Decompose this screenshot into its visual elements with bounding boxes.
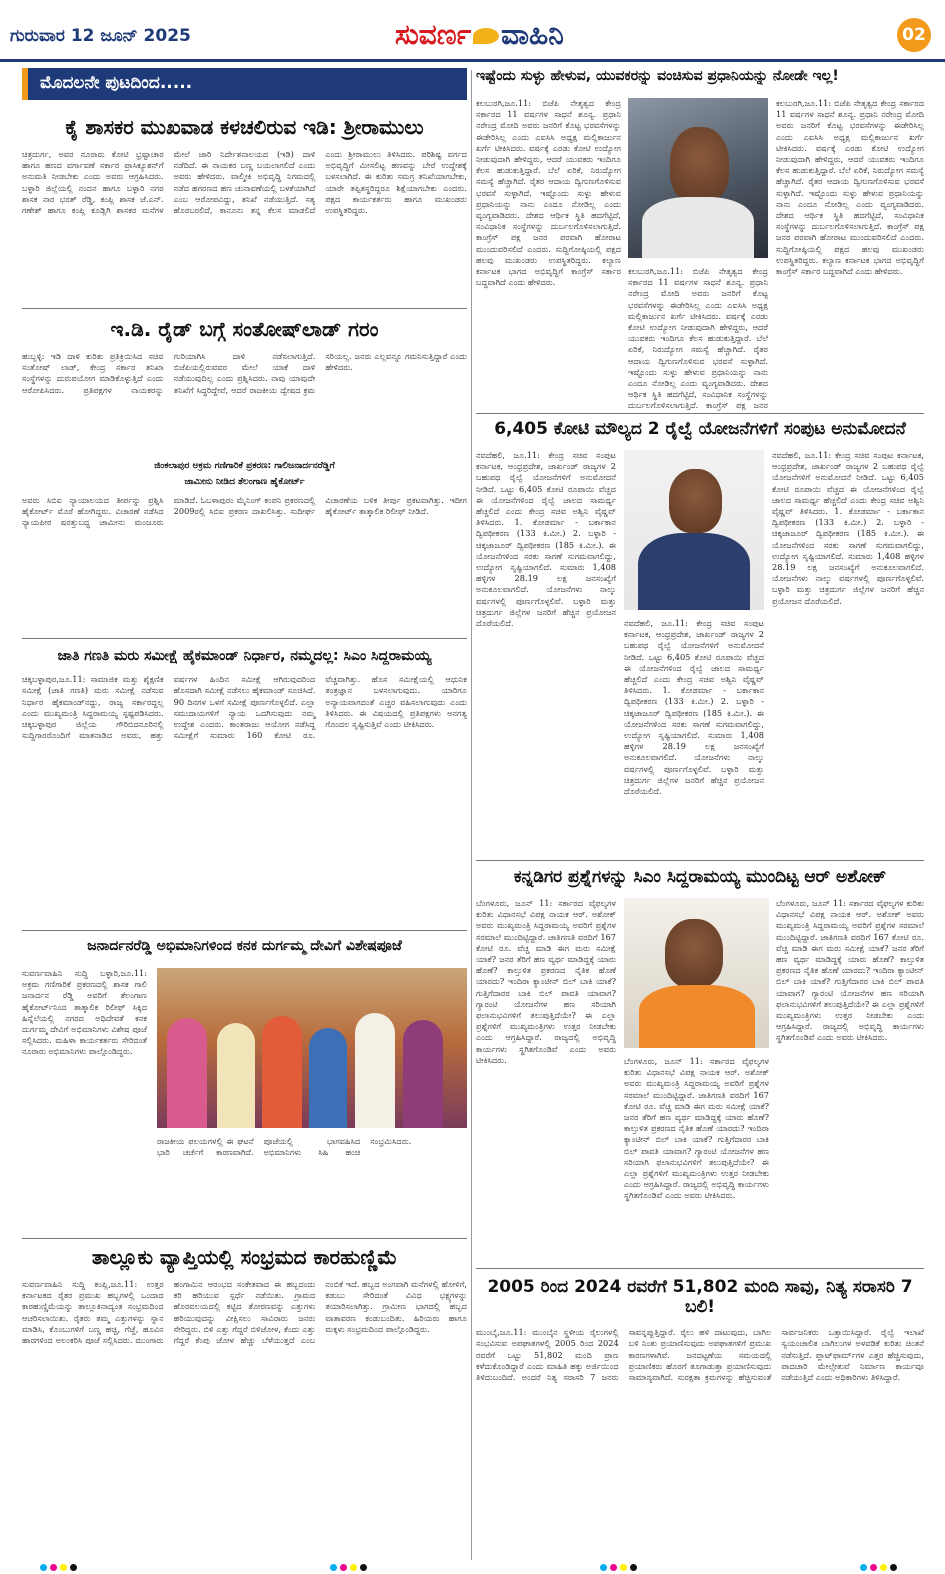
page-number-badge: 02: [897, 18, 931, 52]
logo-wing-icon: [473, 28, 499, 44]
subheadline: ಜಿಂಕಲಾಪುರ ಅಕ್ರಮ ಗಣಿಗಾರಿಕೆ ಪ್ರಕರಣ: ಗಾಲಿಜನಾರ್ದನರೆಡ್ಡಿಗೆ: [154, 461, 335, 471]
yellow-dot: [60, 1564, 67, 1571]
rule: [476, 413, 924, 414]
logo-part-2: ವಾಹಿನಿ: [501, 18, 564, 51]
kharge-photo: [628, 98, 768, 258]
portrait-scarf: [639, 985, 755, 1048]
article-body: ಚಿತ್ರದುರ್ಗ, ಅವರ ನೂರಾರು ಕೋಟಿ ಭ್ರಷ್ಟಾಚಾರ ಹಾಗೂ ಹಣದ ವರ್ಗಾವಣೆ ಸರ್ಕಾರ ಪ್ರಾಸಿಕ್ಯೂಶನ್‌ಗೆ ಅನುಮತಿ ನೀಡಬೇಕು ಎಂದು ಅವರು ಆಗ್ರಹಿಸಿದರು. ಬಳ್ಳಾರಿ ಜಿಲ್ಲೆಯಲ್ಲಿ ನಂದನ ಹಾಗೂ ಬಳ್ಳಾರಿ ನಗರ ಶಾಸಕ ನಾರ ಭರತ್ ರೆಡ್ಡಿ, ಕಂಪ್ಲಿ ಶಾಸಕ ಜೆ.ಎನ್. ಗಣೇಶ್ ಹಾಗೂ ಕಂಪ್ಲಿ ಕೂಡ್ಲಿಗಿ ಶಾಸಕರ ಮನೆಗಳ ಮೇಲೆ ಜಾರಿ ನಿರ್ದೇಶನಾಲಯದ (ಇಡಿ) ದಾಳಿ ನಡೆದಿದೆ. ಈ ನಾಯಕರ ಬಣ್ಣ ಬಯಲಾಗಲಿದೆ ಎಂದು ಅವರು ಹೇಳಿದರು. ವಾಲ್ಮೀಕಿ ಅಭಿವೃದ್ಧಿ ನಿಗಮದಲ್ಲಿ ನಡೆದ ಹಗರಣದ ಹಣ ಚುನಾವಣೆಯಲ್ಲಿ ಬಳಕೆಯಾಗಿದೆ ಎಂಬ ಆರೋಪವಿದ್ದು, ತನಿಖೆ ನಡೆಯುತ್ತಿದೆ. ಸತ್ಯ ಹೊರಬರಲಿದೆ, ಕಾನೂನು ತನ್ನ ಕೆಲಸ ಮಾಡಲಿದೆ ಎಂದು ಶ್ರೀರಾಮುಲು ತಿಳಿಸಿದರು. ಪರಿಶಿಷ್ಟ ವರ್ಗದ ಅಭಿವೃದ್ಧಿಗೆ ಮೀಸಲಿಟ್ಟ ಹಣವನ್ನು ಬೇರೆ ಉದ್ದೇಶಕ್ಕೆ ಬಳಸಲಾಗಿದೆ. ಈ ಕುರಿತು ಸಮಗ್ರ ತನಿಖೆಯಾಗಬೇಕು, ಯಾರೇ ತಪ್ಪಿತಸ್ಥರಿದ್ದರೂ ಶಿಕ್ಷೆಯಾಗಬೇಕು ಎಂದರು. ಪಕ್ಷದ ಕಾರ್ಯಕರ್ತರು ಹಾಗೂ ಮುಖಂಡರು ಉಪಸ್ಥಿತರಿದ್ದರು.: [22, 149, 467, 216]
column-divider: [471, 70, 472, 1560]
story-mumbai-rail-deaths: [476, 1278, 924, 1558]
yellow-dot: [620, 1564, 627, 1571]
article-body-left: ಕಲಬುರಗಿ,ಜೂ.11: ಬಿಜೆಪಿ ನೇತೃತ್ವದ ಕೇಂದ್ರ ಸರ್ಕಾರದ 11 ವರ್ಷಗಳ ಸಾಧನೆ ಶೂನ್ಯ. ಪ್ರಧಾನಿ ನರೇಂದ್ರ ಮೋದಿ ಅವರು ಜನರಿಗೆ ಕೊಟ್ಟ ಭರವಸೆಗಳನ್ನು ಈಡೇರಿಸಿಲ್ಲ ಎಂದು ಎಐಸಿಸಿ ಅಧ್ಯಕ್ಷ ಮಲ್ಲಿಕಾರ್ಜುನ ಖರ್ಗೆ ಟೀಕಿಸಿದರು. ವರ್ಷಕ್ಕೆ ಎರಡು ಕೋಟಿ ಉದ್ಯೋಗ ನೀಡುವುದಾಗಿ ಹೇಳಿದ್ದರು, ಆದರೆ ಯುವಕರು ಇಂದಿಗೂ ಕೆಲಸ ಹುಡುಕುತ್ತಿದ್ದಾರೆ. ಬೆಲೆ ಏರಿಕೆ, ನಿರುದ್ಯೋಗ ಸಮಸ್ಯೆ ಹೆಚ್ಚಾಗಿದೆ. ರೈತರ ಆದಾಯ ದ್ವಿಗುಣಗೊಳಿಸುವ ಭರವಸೆ ಸುಳ್ಳಾಗಿದೆ. ಇಷ್ಟೊಂದು ಸುಳ್ಳು ಹೇಳುವ ಪ್ರಧಾನಿಯನ್ನು ನಾನು ಎಂದೂ ನೋಡಿಲ್ಲ ಎಂದು ವ್ಯಂಗ್ಯವಾಡಿದರು. ದೇಶದ ಆರ್ಥಿಕ ಸ್ಥಿತಿ ಹದಗೆಟ್ಟಿದೆ, ಸಂವಿಧಾನಿಕ ಸಂಸ್ಥೆಗಳನ್ನು ದುರ್ಬಲಗೊಳಿಸಲಾಗುತ್ತಿದೆ. ಕಾಂಗ್ರೆಸ್ ಪಕ್ಷ ಜನರ ಪರವಾಗಿ ಹೋರಾಟ ಮುಂದುವರಿಸಲಿದೆ ಎಂದರು. ಸುದ್ದಿಗೋಷ್ಠಿಯಲ್ಲಿ ಪಕ್ಷದ ಹಲವು ಮುಖಂಡರು ಉಪಸ್ಥಿತರಿದ್ದರು. ಕಲ್ಯಾಣ ಕರ್ನಾಟಕ ಭಾಗದ ಅಭಿವೃದ್ಧಿಗೆ ಕಾಂಗ್ರೆಸ್ ಸರ್ಕಾರ ಬದ್ಧವಾಗಿದೆ ಎಂದು ಹೇಳಿದರು.: [476, 98, 621, 288]
figure-5: [355, 1013, 395, 1128]
magenta-dot: [50, 1564, 57, 1571]
story-kharge: [476, 68, 924, 413]
photo-caption: ರಾಜಕೀಯ ಪಲಯಗಳಲ್ಲಿ ಈ ಘಟನೆ ಭಾರಿ ಚರ್ಚೆಗೆ ಕಾರಣವಾಗಿದೆ. ಪೂಜೆಯಲ್ಲಿ ಭಾಗವಹಿಸಿದ ಅಭಿಮಾನಿಗಳು ಸಿಹಿ ಹಂಚಿ ಸಂಭ್ರಮಿಸಿದರು.: [157, 1136, 412, 1158]
left-column: [22, 68, 467, 1558]
story-santosh-lad: [22, 318, 467, 548]
magenta-dot: [340, 1564, 347, 1571]
rule: [476, 1268, 924, 1269]
rule: [22, 1238, 467, 1239]
article-body-mid: ಬೆಂಗಳೂರು, ಜೂನ್ 11: ಸರ್ಕಾರದ ವೈಫಲ್ಯಗಳ ಕುರಿತು ವಿಧಾನಸಭೆ ವಿಪಕ್ಷ ನಾಯಕ ಆರ್. ಅಶೋಕ್ ಅವರು ಮುಖ್ಯಮಂತ್ರಿ ಸಿದ್ದರಾಮಯ್ಯ ಅವರಿಗೆ ಪ್ರಶ್ನೆಗಳ ಸರಮಾಲೆ ಮುಂದಿಟ್ಟಿದ್ದಾರೆ. ಜಾತಿಗಣತಿ ವರದಿಗೆ 167 ಕೋಟಿ ರೂ. ವೆಚ್ಚ ಮಾಡಿ ಈಗ ಮರು ಸಮೀಕ್ಷೆ ಯಾಕೆ? ಜನರ ತೆರಿಗೆ ಹಣ ವ್ಯರ್ಥ ಮಾಡಿದ್ದಕ್ಕೆ ಯಾರು ಹೊಣೆ? ಕಾಲ್ತುಳಿತ ಪ್ರಕರಣದ ನೈತಿಕ ಹೊಣೆ ಯಾರದು? ಇಂದಿರಾ ಕ್ಯಾಂಟೀನ್ ಬಿಲ್ ಬಾಕಿ ಯಾಕೆ? ಗುತ್ತಿಗೆದಾರರ ಬಾಕಿ ಬಿಲ್ ಪಾವತಿ ಯಾವಾಗ? ಗ್ಯಾರಂಟಿ ಯೋಜನೆಗಳ ಹಣ ಸರಿಯಾಗಿ ಫಲಾನುಭವಿಗಳಿಗೆ ತಲುಪುತ್ತಿದೆಯೇ? ಈ ಎಲ್ಲಾ ಪ್ರಶ್ನೆಗಳಿಗೆ ಮುಖ್ಯಮಂತ್ರಿಗಳು ಉತ್ತರ ನೀಡಬೇಕು ಎಂದು ಆಗ್ರಹಿಸಿದ್ದಾರೆ. ರಾಜ್ಯದಲ್ಲಿ ಅಭಿವೃದ್ಧಿ ಕಾರ್ಯಗಳು ಸ್ಥಗಿತಗೊಂಡಿವೆ ಎಂದು ಅವರು ಟೀಕಿಸಿದರು.: [624, 1056, 769, 1201]
masthead: [0, 0, 945, 62]
headline: 6,405 ಕೋಟಿ ಮೌಲ್ಯದ 2 ರೈಲ್ವೆ ಯೋಜನೆಗಳಿಗೆ ಸಂಪುಟ ಅನುಮೋದನೆ: [494, 420, 906, 439]
headline: ಜನಾರ್ದನರೆಡ್ಡಿ ಅಭಿಮಾನಿಗಳಿಂದ ಕನಕ ದುರ್ಗಮ್ಮ ದೇವಿಗೆ ವಿಶೇಷಪೂಜೆ: [87, 938, 402, 954]
magenta-dot: [870, 1564, 877, 1571]
section-banner: ಮೊದಲನೇ ಪುಟದಿಂದ.....: [22, 68, 467, 100]
rule: [22, 638, 467, 639]
story-ashok-questions: [476, 868, 924, 1268]
story-sriramulu: [22, 116, 467, 338]
figure-6: [403, 1020, 443, 1128]
article-body: ಮುಂಬೈ,ಜೂ.11: ಮುಂಬೈನ ಸ್ಥಳೀಯ ರೈಲುಗಳಲ್ಲಿ ಸಂಭವಿಸುವ ಅಪಘಾತಗಳಲ್ಲಿ 2005 ರಿಂದ 2024 ರವರೆಗೆ ಒಟ್ಟು 51,802 ಮಂದಿ ಪ್ರಾಣ ಕಳೆದುಕೊಂಡಿದ್ದಾರೆ ಎಂದು ಮಾಹಿತಿ ಹಕ್ಕು ಅರ್ಜಿಯಿಂದ ತಿಳಿದುಬಂದಿದೆ. ಅಂದರೆ ನಿತ್ಯ ಸರಾಸರಿ 7 ಜನರು ಸಾವನ್ನಪ್ಪುತ್ತಿದ್ದಾರೆ. ರೈಲು ಹಳಿ ದಾಟುವುದು, ಬಾಗಿಲ ಬಳಿ ನಿಂತು ಪ್ರಯಾಣಿಸುವುದು ಅಪಘಾತಗಳಿಗೆ ಪ್ರಮುಖ ಕಾರಣಗಳಾಗಿವೆ. ಜನದಟ್ಟಣೆಯ ಸಮಯದಲ್ಲಿ ಪ್ರಯಾಣಿಕರು ಹೊರಗೆ ತೂಗಾಡುತ್ತಾ ಪ್ರಯಾಣಿಸುವುದು ಸಾಮಾನ್ಯವಾಗಿದೆ. ಸುರಕ್ಷತಾ ಕ್ರಮಗಳನ್ನು ಹೆಚ್ಚಿಸುವಂತೆ ಸಾರ್ವಜನಿಕರು ಒತ್ತಾಯಿಸಿದ್ದಾರೆ. ರೈಲ್ವೆ ಇಲಾಖೆ ಸ್ವಯಂಚಾಲಿತ ಬಾಗಿಲುಗಳ ಅಳವಡಿಕೆ ಕುರಿತು ಚಿಂತನೆ ನಡೆಸುತ್ತಿದೆ. ಪ್ಲಾಟ್‌ಫಾರ್ಮ್‌ಗಳ ಎತ್ತರ ಹೆಚ್ಚಿಸುವುದು, ಪಾದಚಾರಿ ಮೇಲ್ಸೇತುವೆ ನಿರ್ಮಾಣ ಕಾರ್ಯವೂ ನಡೆಯುತ್ತಿದೆ ಎಂದು ಅಧಿಕಾರಿಗಳು ತಿಳಿಸಿದ್ದಾರೆ.: [476, 1327, 924, 1382]
cyan-dot: [330, 1564, 337, 1571]
black-dot: [890, 1564, 897, 1571]
yellow-dot: [350, 1564, 357, 1571]
print-registration-dots-right: [600, 1556, 640, 1566]
headline: ಇಷ್ಟೆಂದು ಸುಳ್ಳು ಹೇಳುವ, ಯುವಕರನ್ನು ವಂಚಿಸುವ ಪ್ರಧಾನಿಯನ್ನು ನೋಡೇ ಇಲ್ಲ!: [476, 68, 839, 84]
headline: ತಾಲ್ಲೂಕು ವ್ಯಾಪ್ತಿಯಲ್ಲಿ ಸಂಭ್ರಮದ ಕಾರಹುಣ್ಣಿಮೆ: [91, 1246, 398, 1269]
portrait-face: [669, 469, 722, 533]
black-dot: [630, 1564, 637, 1571]
subheadline-2: ಜಾಮೀನು ನೀಡಿದ ತೆಲಂಗಾಣ ಹೈಕೋರ್ಟ್: [184, 477, 305, 487]
story-caste-census: [22, 648, 467, 926]
article-body-2: ಅವರು ಸಿಬಿಐ ನ್ಯಾಯಾಲಯದ ತೀರ್ಪನ್ನು ಪ್ರಶ್ನಿಸಿ ಹೈಕೋರ್ಟ್ ಮೊರೆ ಹೋಗಿದ್ದರು. ವಿಚಾರಣೆ ನಡೆಸಿದ ನ್ಯಾಯಪೀಠ ಷರತ್ತುಬದ್ಧ ಜಾಮೀನು ಮಂಜೂರು ಮಾಡಿದೆ. ಓಬಳಾಪುರಂ ಮೈನಿಂಗ್ ಕಂಪನಿ ಪ್ರಕರಣದಲ್ಲಿ 2009ರಲ್ಲಿ ಸಿಬಿಐ ಪ್ರಕರಣ ದಾಖಲಿಸಿತ್ತು. ಸುದೀರ್ಘ ವಿಚಾರಣೆಯ ಬಳಿಕ ತೀರ್ಪು ಪ್ರಕಟವಾಗಿತ್ತು. ಇದೀಗ ಹೈಕೋರ್ಟ್ ತಾತ್ಕಾಲಿಕ ರಿಲೀಫ್ ನೀಡಿದೆ.: [22, 495, 467, 528]
figure-3: [262, 1016, 302, 1128]
headline: ಜಾತಿ ಗಣತಿ ಮರು ಸಮೀಕ್ಷೆ ಹೈಕಮಾಂಡ್ ನಿರ್ಧಾರ, ನಮ್ಮದಲ್ಲ: ಸಿಎಂ ಸಿದ್ದರಾಮಯ್ಯ: [57, 648, 432, 664]
portrait-shirt: [642, 197, 754, 258]
right-column: [476, 68, 924, 1558]
rule: [22, 308, 467, 309]
headline: ಕೈ ಶಾಸಕರ ಮುಖವಾಡ ಕಳಚಲಿರುವ ಇಡಿ: ಶ್ರೀರಾಮುಲು: [65, 116, 424, 139]
rule: [476, 860, 924, 861]
headline: 2005 ರಿಂದ 2024 ರವರೆಗೆ 51,802 ಮಂದಿ ಸಾವು, ನಿತ್ಯ ಸರಾಸರಿ 7 ಬಲಿ!: [487, 1278, 913, 1317]
minister-photo: [624, 450, 764, 610]
ashok-photo: [624, 898, 769, 1048]
story-railway-projects: [476, 420, 924, 860]
portrait-suit: [638, 533, 750, 610]
yellow-dot: [880, 1564, 887, 1571]
portrait-face: [665, 919, 723, 988]
headline: ಕನ್ನಡಿಗರ ಪ್ರಶ್ನೆಗಳನ್ನು ಸಿಎಂ ಸಿದ್ದರಾಮಯ್ಯ ಮುಂದಿಟ್ಟ ಆರ್ ಅಶೋಕ್: [513, 868, 887, 887]
newspaper-logo: [395, 18, 564, 52]
article-body-left: ನವದೆಹಲಿ, ಜೂ.11: ಕೇಂದ್ರ ಸಚಿವ ಸಂಪುಟ ಕರ್ನಾಟಕ, ಆಂಧ್ರಪ್ರದೇಶ, ಜಾರ್ಖಂಡ್ ರಾಜ್ಯಗಳ 2 ಬಹುಪಥ ರೈಲ್ವೆ ಯೋಜನೆಗಳಿಗೆ ಅನುಮೋದನೆ ನೀಡಿದೆ. ಒಟ್ಟು 6,405 ಕೋಟಿ ರೂಪಾಯಿ ವೆಚ್ಚದ ಈ ಯೋಜನೆಗಳಿಂದ ರೈಲ್ವೆ ಜಾಲದ ಸಾಮರ್ಥ್ಯ ಹೆಚ್ಚಲಿದೆ ಎಂದು ಕೇಂದ್ರ ಸಚಿವ ಅಶ್ವಿನಿ ವೈಷ್ಣವ್ ತಿಳಿಸಿದರು. 1. ಕೋಡರ್ಮಾ - ಬರ್ಕಾಕಾನ ದ್ವಿಪಥೀಕರಣ (133 ಕಿ.ಮೀ.) 2. ಬಳ್ಳಾರಿ - ಚಿಕ್ಕಜಾಜೂರ್ ದ್ವಿಪಥೀಕರಣ (185 ಕಿ.ಮೀ.). ಈ ಯೋಜನೆಗಳಿಂದ ಸರಕು ಸಾಗಣೆ ಸುಗಮವಾಗಲಿದ್ದು, ಉದ್ಯೋಗ ಸೃಷ್ಟಿಯಾಗಲಿದೆ. ಸುಮಾರು 1,408 ಹಳ್ಳಿಗಳ 28.19 ಲಕ್ಷ ಜನಸಂಖ್ಯೆಗೆ ಅನುಕೂಲವಾಗಲಿದೆ. ಯೋಜನೆಗಳು ನಾಲ್ಕು ವರ್ಷಗಳಲ್ಲಿ ಪೂರ್ಣಗೊಳ್ಳಲಿವೆ. ಬಳ್ಳಾರಿ ಮತ್ತು ಚಿತ್ರದುರ್ಗ ಜಿಲ್ಲೆಗಳ ಜನರಿಗೆ ಹೆಚ್ಚಿನ ಪ್ರಯೋಜನ ದೊರೆಯಲಿದೆ.: [476, 450, 616, 629]
print-registration-dots-left: [40, 1556, 80, 1566]
article-body-right: ನವದೆಹಲಿ, ಜೂ.11: ಕೇಂದ್ರ ಸಚಿವ ಸಂಪುಟ ಕರ್ನಾಟಕ, ಆಂಧ್ರಪ್ರದೇಶ, ಜಾರ್ಖಂಡ್ ರಾಜ್ಯಗಳ 2 ಬಹುಪಥ ರೈಲ್ವೆ ಯೋಜನೆಗಳಿಗೆ ಅನುಮೋದನೆ ನೀಡಿದೆ. ಒಟ್ಟು 6,405 ಕೋಟಿ ರೂಪಾಯಿ ವೆಚ್ಚದ ಈ ಯೋಜನೆಗಳಿಂದ ರೈಲ್ವೆ ಜಾಲದ ಸಾಮರ್ಥ್ಯ ಹೆಚ್ಚಲಿದೆ ಎಂದು ಕೇಂದ್ರ ಸಚಿವ ಅಶ್ವಿನಿ ವೈಷ್ಣವ್ ತಿಳಿಸಿದರು. 1. ಕೋಡರ್ಮಾ - ಬರ್ಕಾಕಾನ ದ್ವಿಪಥೀಕರಣ (133 ಕಿ.ಮೀ.) 2. ಬಳ್ಳಾರಿ - ಚಿಕ್ಕಜಾಜೂರ್ ದ್ವಿಪಥೀಕರಣ (185 ಕಿ.ಮೀ.). ಈ ಯೋಜನೆಗಳಿಂದ ಸರಕು ಸಾಗಣೆ ಸುಗಮವಾಗಲಿದ್ದು, ಉದ್ಯೋಗ ಸೃಷ್ಟಿಯಾಗಲಿದೆ. ಸುಮಾರು 1,408 ಹಳ್ಳಿಗಳ 28.19 ಲಕ್ಷ ಜನಸಂಖ್ಯೆಗೆ ಅನುಕೂಲವಾಗಲಿದೆ. ಯೋಜನೆಗಳು ನಾಲ್ಕು ವರ್ಷಗಳಲ್ಲಿ ಪೂರ್ಣಗೊಳ್ಳಲಿವೆ. ಬಳ್ಳಾರಿ ಮತ್ತು ಚಿತ್ರದುರ್ಗ ಜಿಲ್ಲೆಗಳ ಜನರಿಗೆ ಹೆಚ್ಚಿನ ಪ್ರಯೋಜನ ದೊರೆಯಲಿದೆ.: [772, 450, 924, 606]
magenta-dot: [610, 1564, 617, 1571]
story-janardhana-reddy-puja: [22, 938, 467, 1238]
rule: [22, 930, 467, 931]
article-body: ಸುವರ್ಣವಾಹಿನಿ ಸುದ್ದಿ ಕಂಪ್ಲಿ,ಜೂ.11: ಉತ್ತರ ಕರ್ನಾಟಕದ ರೈತರ ಪ್ರಮುಖ ಹಬ್ಬಗಳಲ್ಲಿ ಒಂದಾದ ಕಾರಹುಣ್ಣಿಮೆಯನ್ನು ತಾಲ್ಲೂಕಿನಾದ್ಯಂತ ಸಂಭ್ರಮದಿಂದ ಆಚರಿಸಲಾಯಿತು. ರೈತರು ತಮ್ಮ ಎತ್ತುಗಳನ್ನು ಸ್ನಾನ ಮಾಡಿಸಿ, ಕೊಂಬುಗಳಿಗೆ ಬಣ್ಣ ಹಚ್ಚಿ, ಗೆಜ್ಜೆ, ಹೂವಿನ ಹಾರಗಳಿಂದ ಅಲಂಕರಿಸಿ ಪೂಜೆ ಸಲ್ಲಿಸಿದರು. ಮುಂಗಾರು ಹಂಗಾಮಿನ ಆರಂಭದ ಸಂಕೇತವಾದ ಈ ಹಬ್ಬದಂದು ಕರಿ ಹರಿಯುವ ಸ್ಪರ್ಧೆ ನಡೆಯಿತು. ಗ್ರಾಮದ ಹೊರವಲಯದಲ್ಲಿ ಕಟ್ಟಿದ ತೋರಣವನ್ನು ಎತ್ತುಗಳು ಹರಿಯುವುದನ್ನು ವೀಕ್ಷಿಸಲು ಸಾವಿರಾರು ಜನರು ಸೇರಿದ್ದರು. ಬಿಳಿ ಎತ್ತು ಗೆದ್ದರೆ ಬಿಳಿಜೋಳ, ಕೆಂದು ಎತ್ತು ಗೆದ್ದರೆ ಕೆಂಪು ಜೋಳ ಹೆಚ್ಚು ಬೆಳೆಯುತ್ತದೆ ಎಂಬ ನಂಬಿಕೆ ಇದೆ. ಹಬ್ಬದ ಅಂಗವಾಗಿ ಮನೆಗಳಲ್ಲಿ ಹೋಳಿಗೆ, ಕಡುಬು ಸೇರಿದಂತೆ ವಿವಿಧ ಭಕ್ಷ್ಯಗಳನ್ನು ತಯಾರಿಸಲಾಗಿತ್ತು. ಗ್ರಾಮೀಣ ಭಾಗದಲ್ಲಿ ಹಬ್ಬದ ವಾತಾವರಣ ಕಂಡುಬಂದಿತು. ಹಿರಿಯರು ಹಾಗೂ ಮಕ್ಕಳು ಸಂಭ್ರಮದಿಂದ ಪಾಲ್ಗೊಂಡಿದ್ದರು.: [22, 1279, 467, 1346]
cyan-dot: [860, 1564, 867, 1571]
article-body: ಹುಬ್ಬಳ್ಳಿ: ಇಡಿ ದಾಳಿ ಕುರಿತು ಪ್ರತಿಕ್ರಿಯಿಸಿದ ಸಚಿವ ಸಂತೋಷ್ ಲಾಡ್, ಕೇಂದ್ರ ಸರ್ಕಾರ ತನಿಖಾ ಸಂಸ್ಥೆಗಳನ್ನು ದುರುಪಯೋಗ ಮಾಡಿಕೊಳ್ಳುತ್ತಿದೆ ಎಂದು ಆರೋಪಿಸಿದರು. ಪ್ರತಿಪಕ್ಷಗಳ ನಾಯಕರನ್ನು ಗುರಿಯಾಗಿಸಿ ದಾಳಿ ನಡೆಸಲಾಗುತ್ತಿದೆ. ಬಿಜೆಪಿಯಲ್ಲಿರುವವರ ಮೇಲೆ ಯಾಕೆ ದಾಳಿ ನಡೆಯುವುದಿಲ್ಲ ಎಂದು ಪ್ರಶ್ನಿಸಿದರು. ನಾವು ಯಾವುದೇ ತನಿಖೆಗೆ ಸಿದ್ಧರಿದ್ದೇವೆ, ಆದರೆ ರಾಜಕೀಯ ದ್ವೇಷದ ಕ್ರಮ ಸರಿಯಲ್ಲ. ಜನರು ಎಲ್ಲವನ್ನೂ ಗಮನಿಸುತ್ತಿದ್ದಾರೆ ಎಂದು ಹೇಳಿದರು.: [22, 351, 467, 395]
article-body-mid: ಕಲಬುರಗಿ,ಜೂ.11: ಬಿಜೆಪಿ ನೇತೃತ್ವದ ಕೇಂದ್ರ ಸರ್ಕಾರದ 11 ವರ್ಷಗಳ ಸಾಧನೆ ಶೂನ್ಯ. ಪ್ರಧಾನಿ ನರೇಂದ್ರ ಮೋದಿ ಅವರು ಜನರಿಗೆ ಕೊಟ್ಟ ಭರವಸೆಗಳನ್ನು ಈಡೇರಿಸಿಲ್ಲ ಎಂದು ಎಐಸಿಸಿ ಅಧ್ಯಕ್ಷ ಮಲ್ಲಿಕಾರ್ಜುನ ಖರ್ಗೆ ಟೀಕಿಸಿದರು. ವರ್ಷಕ್ಕೆ ಎರಡು ಕೋಟಿ ಉದ್ಯೋಗ ನೀಡುವುದಾಗಿ ಹೇಳಿದ್ದರು, ಆದರೆ ಯುವಕರು ಇಂದಿಗೂ ಕೆಲಸ ಹುಡುಕುತ್ತಿದ್ದಾರೆ. ಬೆಲೆ ಏರಿಕೆ, ನಿರುದ್ಯೋಗ ಸಮಸ್ಯೆ ಹೆಚ್ಚಾಗಿದೆ. ರೈತರ ಆದಾಯ ದ್ವಿಗುಣಗೊಳಿಸುವ ಭರವಸೆ ಸುಳ್ಳಾಗಿದೆ. ಇಷ್ಟೊಂದು ಸುಳ್ಳು ಹೇಳುವ ಪ್ರಧಾನಿಯನ್ನು ನಾನು ಎಂದೂ ನೋಡಿಲ್ಲ ಎಂದು ವ್ಯಂಗ್ಯವಾಡಿದರು. ದೇಶದ ಆರ್ಥಿಕ ಸ್ಥಿತಿ ಹದಗೆಟ್ಟಿದೆ, ಸಂವಿಧಾನಿಕ ಸಂಸ್ಥೆಗಳನ್ನು ದುರ್ಬಲಗೊಳಿಸಲಾಗುತ್ತಿದೆ. ಕಾಂಗ್ರೆಸ್ ಪಕ್ಷ ಜನರ: [628, 266, 768, 411]
portrait-face: [670, 127, 729, 204]
story-karahunnime: [22, 1246, 467, 1546]
black-dot: [70, 1564, 77, 1571]
puja-photo: [157, 968, 467, 1128]
headline: ಇ.ಡಿ. ರೈಡ್ ಬಗ್ಗೆ ಸಂತೋಷ್‌ಲಾಡ್ ಗರಂ: [110, 318, 379, 341]
article-body: ಚಿಕ್ಕಬಳ್ಳಾಪುರ,ಜೂ.11: ಸಾಮಾಜಿಕ ಮತ್ತು ಶೈಕ್ಷಣಿಕ ಸಮೀಕ್ಷೆ (ಜಾತಿ ಗಣತಿ) ಮರು ಸಮೀಕ್ಷೆ ನಡೆಸುವ ನಿರ್ಧಾರ ಹೈಕಮಾಂಡ್‌ನದ್ದು, ರಾಜ್ಯ ಸರ್ಕಾರದ್ದಲ್ಲ ಎಂದು ಮುಖ್ಯಮಂತ್ರಿ ಸಿದ್ದರಾಮಯ್ಯ ಸ್ಪಷ್ಟಪಡಿಸಿದರು. ಚಿಕ್ಕಬಳ್ಳಾಪುರ ಜಿಲ್ಲೆಯ ಗೌರಿಬಿದನೂರಿನಲ್ಲಿ ಸುದ್ದಿಗಾರರೊಂದಿಗೆ ಮಾತನಾಡಿದ ಅವರು, ಹತ್ತು ವರ್ಷಗಳ ಹಿಂದಿನ ಸಮೀಕ್ಷೆ ಆಗಿರುವುದರಿಂದ ಹೊಸದಾಗಿ ಸಮೀಕ್ಷೆ ನಡೆಸಲು ಹೈಕಮಾಂಡ್ ಸೂಚಿಸಿದೆ. 90 ದಿನಗಳ ಒಳಗೆ ಸಮೀಕ್ಷೆ ಪೂರ್ಣಗೊಳ್ಳಲಿದೆ. ಎಲ್ಲಾ ಸಮುದಾಯಗಳಿಗೆ ನ್ಯಾಯ ಒದಗಿಸುವುದು ನಮ್ಮ ಉದ್ದೇಶ ಎಂದರು. ಕಾಂತರಾಜು ಆಯೋಗ ನಡೆಸಿದ್ದ ಸಮೀಕ್ಷೆಗೆ ಸುಮಾರು 160 ಕೋಟಿ ರೂ. ವೆಚ್ಚವಾಗಿತ್ತು. ಹೊಸ ಸಮೀಕ್ಷೆಯಲ್ಲಿ ಆಧುನಿಕ ತಂತ್ರಜ್ಞಾನ ಬಳಸಲಾಗುವುದು. ಯಾರಿಗೂ ಅನ್ಯಾಯವಾಗದಂತೆ ಎಚ್ಚರ ವಹಿಸಲಾಗುವುದು ಎಂದು ತಿಳಿಸಿದರು. ಈ ವಿಷಯದಲ್ಲಿ ಪ್ರತಿಪಕ್ಷಗಳು ಅನಗತ್ಯ ಗೊಂದಲ ಸೃಷ್ಟಿಸುತ್ತಿವೆ ಎಂದು ಟೀಕಿಸಿದರು.: [22, 674, 467, 741]
article-body: ಸುವರ್ಣವಾಹಿನಿ ಸುದ್ದಿ ಬಳ್ಳಾರಿ,ಜೂ.11: ಅಕ್ರಮ ಗಣಿಗಾರಿಕೆ ಪ್ರಕರಣದಲ್ಲಿ ಶಾಸಕ ಗಾಲಿ ಜನಾರ್ದನ ರೆಡ್ಡಿ ಅವರಿಗೆ ತೆಲಂಗಾಣ ಹೈಕೋರ್ಟ್‌ನಿಂದ ತಾತ್ಕಾಲಿಕ ರಿಲೀಫ್ ಸಿಕ್ಕಿದ ಹಿನ್ನೆಲೆಯಲ್ಲಿ ನಗರದ ಅಧಿದೇವತೆ ಕನಕ ದುರ್ಗಮ್ಮ ದೇವಿಗೆ ಅಭಿಮಾನಿಗಳು ವಿಶೇಷ ಪೂಜೆ ಸಲ್ಲಿಸಿದರು. ಮಹಿಳಾ ಕಾರ್ಯಕರ್ತರು ಸೇರಿದಂತೆ ನೂರಾರು ಅಭಿಮಾನಿಗಳು ಪಾಲ್ಗೊಂಡಿದ್ದರು.: [22, 968, 147, 1057]
cyan-dot: [600, 1564, 607, 1571]
article-body-left: ಬೆಂಗಳೂರು, ಜೂನ್ 11: ಸರ್ಕಾರದ ವೈಫಲ್ಯಗಳ ಕುರಿತು ವಿಧಾನಸಭೆ ವಿಪಕ್ಷ ನಾಯಕ ಆರ್. ಅಶೋಕ್ ಅವರು ಮುಖ್ಯಮಂತ್ರಿ ಸಿದ್ದರಾಮಯ್ಯ ಅವರಿಗೆ ಪ್ರಶ್ನೆಗಳ ಸರಮಾಲೆ ಮುಂದಿಟ್ಟಿದ್ದಾರೆ. ಜಾತಿಗಣತಿ ವರದಿಗೆ 167 ಕೋಟಿ ರೂ. ವೆಚ್ಚ ಮಾಡಿ ಈಗ ಮರು ಸಮೀಕ್ಷೆ ಯಾಕೆ? ಜನರ ತೆರಿಗೆ ಹಣ ವ್ಯರ್ಥ ಮಾಡಿದ್ದಕ್ಕೆ ಯಾರು ಹೊಣೆ? ಕಾಲ್ತುಳಿತ ಪ್ರಕರಣದ ನೈತಿಕ ಹೊಣೆ ಯಾರದು? ಇಂದಿರಾ ಕ್ಯಾಂಟೀನ್ ಬಿಲ್ ಬಾಕಿ ಯಾಕೆ? ಗುತ್ತಿಗೆದಾರರ ಬಾಕಿ ಬಿಲ್ ಪಾವತಿ ಯಾವಾಗ? ಗ್ಯಾರಂಟಿ ಯೋಜನೆಗಳ ಹಣ ಸರಿಯಾಗಿ ಫಲಾನುಭವಿಗಳಿಗೆ ತಲುಪುತ್ತಿದೆಯೇ? ಈ ಎಲ್ಲಾ ಪ್ರಶ್ನೆಗಳಿಗೆ ಮುಖ್ಯಮಂತ್ರಿಗಳು ಉತ್ತರ ನೀಡಬೇಕು ಎಂದು ಆಗ್ರಹಿಸಿದ್ದಾರೆ. ರಾಜ್ಯದಲ್ಲಿ ಅಭಿವೃದ್ಧಿ ಕಾರ್ಯಗಳು ಸ್ಥಗಿತಗೊಂಡಿವೆ ಎಂದು ಅವರು ಟೀಕಿಸಿದರು.: [476, 898, 616, 1065]
figure-1: [167, 1018, 207, 1128]
logo-part-1: ಸುವರ್ಣ: [395, 18, 472, 51]
article-body-right: ಕಲಬುರಗಿ,ಜೂ.11: ಬಿಜೆಪಿ ನೇತೃತ್ವದ ಕೇಂದ್ರ ಸರ್ಕಾರದ 11 ವರ್ಷಗಳ ಸಾಧನೆ ಶೂನ್ಯ. ಪ್ರಧಾನಿ ನರೇಂದ್ರ ಮೋದಿ ಅವರು ಜನರಿಗೆ ಕೊಟ್ಟ ಭರವಸೆಗಳನ್ನು ಈಡೇರಿಸಿಲ್ಲ ಎಂದು ಎಐಸಿಸಿ ಅಧ್ಯಕ್ಷ ಮಲ್ಲಿಕಾರ್ಜುನ ಖರ್ಗೆ ಟೀಕಿಸಿದರು. ವರ್ಷಕ್ಕೆ ಎರಡು ಕೋಟಿ ಉದ್ಯೋಗ ನೀಡುವುದಾಗಿ ಹೇಳಿದ್ದರು, ಆದರೆ ಯುವಕರು ಇಂದಿಗೂ ಕೆಲಸ ಹುಡುಕುತ್ತಿದ್ದಾರೆ. ಬೆಲೆ ಏರಿಕೆ, ನಿರುದ್ಯೋಗ ಸಮಸ್ಯೆ ಹೆಚ್ಚಾಗಿದೆ. ರೈತರ ಆದಾಯ ದ್ವಿಗುಣಗೊಳಿಸುವ ಭರವಸೆ ಸುಳ್ಳಾಗಿದೆ. ಇಷ್ಟೊಂದು ಸುಳ್ಳು ಹೇಳುವ ಪ್ರಧಾನಿಯನ್ನು ನಾನು ಎಂದೂ ನೋಡಿಲ್ಲ ಎಂದು ವ್ಯಂಗ್ಯವಾಡಿದರು. ದೇಶದ ಆರ್ಥಿಕ ಸ್ಥಿತಿ ಹದಗೆಟ್ಟಿದೆ, ಸಂವಿಧಾನಿಕ ಸಂಸ್ಥೆಗಳನ್ನು ದುರ್ಬಲಗೊಳಿಸಲಾಗುತ್ತಿದೆ. ಕಾಂಗ್ರೆಸ್ ಪಕ್ಷ ಜನರ ಪರವಾಗಿ ಹೋರಾಟ ಮುಂದುವರಿಸಲಿದೆ ಎಂದರು. ಸುದ್ದಿಗೋಷ್ಠಿಯಲ್ಲಿ ಪಕ್ಷದ ಹಲವು ಮುಖಂಡರು ಉಪಸ್ಥಿತರಿದ್ದರು. ಕಲ್ಯಾಣ ಕರ್ನಾಟಕ ಭಾಗದ ಅಭಿವೃದ್ಧಿಗೆ ಕಾಂಗ್ರೆಸ್ ಸರ್ಕಾರ ಬದ್ಧವಾಗಿದೆ ಎಂದು ಹೇಳಿದರು.: [776, 98, 924, 277]
print-registration-dots-mid: [330, 1556, 370, 1566]
figure-2: [217, 1023, 255, 1128]
print-registration-dots-far-right: [860, 1556, 900, 1566]
figure-4: [309, 1028, 347, 1128]
black-dot: [360, 1564, 367, 1571]
article-body-mid: ನವದೆಹಲಿ, ಜೂ.11: ಕೇಂದ್ರ ಸಚಿವ ಸಂಪುಟ ಕರ್ನಾಟಕ, ಆಂಧ್ರಪ್ರದೇಶ, ಜಾರ್ಖಂಡ್ ರಾಜ್ಯಗಳ 2 ಬಹುಪಥ ರೈಲ್ವೆ ಯೋಜನೆಗಳಿಗೆ ಅನುಮೋದನೆ ನೀಡಿದೆ. ಒಟ್ಟು 6,405 ಕೋಟಿ ರೂಪಾಯಿ ವೆಚ್ಚದ ಈ ಯೋಜನೆಗಳಿಂದ ರೈಲ್ವೆ ಜಾಲದ ಸಾಮರ್ಥ್ಯ ಹೆಚ್ಚಲಿದೆ ಎಂದು ಕೇಂದ್ರ ಸಚಿವ ಅಶ್ವಿನಿ ವೈಷ್ಣವ್ ತಿಳಿಸಿದರು. 1. ಕೋಡರ್ಮಾ - ಬರ್ಕಾಕಾನ ದ್ವಿಪಥೀಕರಣ (133 ಕಿ.ಮೀ.) 2. ಬಳ್ಳಾರಿ - ಚಿಕ್ಕಜಾಜೂರ್ ದ್ವಿಪಥೀಕರಣ (185 ಕಿ.ಮೀ.). ಈ ಯೋಜನೆಗಳಿಂದ ಸರಕು ಸಾಗಣೆ ಸುಗಮವಾಗಲಿದ್ದು, ಉದ್ಯೋಗ ಸೃಷ್ಟಿಯಾಗಲಿದೆ. ಸುಮಾರು 1,408 ಹಳ್ಳಿಗಳ 28.19 ಲಕ್ಷ ಜನಸಂಖ್ಯೆಗೆ ಅನುಕೂಲವಾಗಲಿದೆ. ಯೋಜನೆಗಳು ನಾಲ್ಕು ವರ್ಷಗಳಲ್ಲಿ ಪೂರ್ಣಗೊಳ್ಳಲಿವೆ. ಬಳ್ಳಾರಿ ಮತ್ತು ಚಿತ್ರದುರ್ಗ ಜಿಲ್ಲೆಗಳ ಜನರಿಗೆ ಹೆಚ್ಚಿನ ಪ್ರಯೋಜನ ದೊರೆಯಲಿದೆ.: [624, 618, 764, 797]
cyan-dot: [40, 1564, 47, 1571]
article-body-right: ಬೆಂಗಳೂರು, ಜೂನ್ 11: ಸರ್ಕಾರದ ವೈಫಲ್ಯಗಳ ಕುರಿತು ವಿಧಾನಸಭೆ ವಿಪಕ್ಷ ನಾಯಕ ಆರ್. ಅಶೋಕ್ ಅವರು ಮುಖ್ಯಮಂತ್ರಿ ಸಿದ್ದರಾಮಯ್ಯ ಅವರಿಗೆ ಪ್ರಶ್ನೆಗಳ ಸರಮಾಲೆ ಮುಂದಿಟ್ಟಿದ್ದಾರೆ. ಜಾತಿಗಣತಿ ವರದಿಗೆ 167 ಕೋಟಿ ರೂ. ವೆಚ್ಚ ಮಾಡಿ ಈಗ ಮರು ಸಮೀಕ್ಷೆ ಯಾಕೆ? ಜನರ ತೆರಿಗೆ ಹಣ ವ್ಯರ್ಥ ಮಾಡಿದ್ದಕ್ಕೆ ಯಾರು ಹೊಣೆ? ಕಾಲ್ತುಳಿತ ಪ್ರಕರಣದ ನೈತಿಕ ಹೊಣೆ ಯಾರದು? ಇಂದಿರಾ ಕ್ಯಾಂಟೀನ್ ಬಿಲ್ ಬಾಕಿ ಯಾಕೆ? ಗುತ್ತಿಗೆದಾರರ ಬಾಕಿ ಬಿಲ್ ಪಾವತಿ ಯಾವಾಗ? ಗ್ಯಾರಂಟಿ ಯೋಜನೆಗಳ ಹಣ ಸರಿಯಾಗಿ ಫಲಾನುಭವಿಗಳಿಗೆ ತಲುಪುತ್ತಿದೆಯೇ? ಈ ಎಲ್ಲಾ ಪ್ರಶ್ನೆಗಳಿಗೆ ಮುಖ್ಯಮಂತ್ರಿಗಳು ಉತ್ತರ ನೀಡಬೇಕು ಎಂದು ಆಗ್ರಹಿಸಿದ್ದಾರೆ. ರಾಜ್ಯದಲ್ಲಿ ಅಭಿವೃದ್ಧಿ ಕಾರ್ಯಗಳು ಸ್ಥಗಿತಗೊಂಡಿವೆ ಎಂದು ಅವರು ಟೀಕಿಸಿದರು.: [776, 898, 924, 1043]
issue-date: ಗುರುವಾರ 12 ಜೂನ್ 2025: [10, 26, 191, 46]
